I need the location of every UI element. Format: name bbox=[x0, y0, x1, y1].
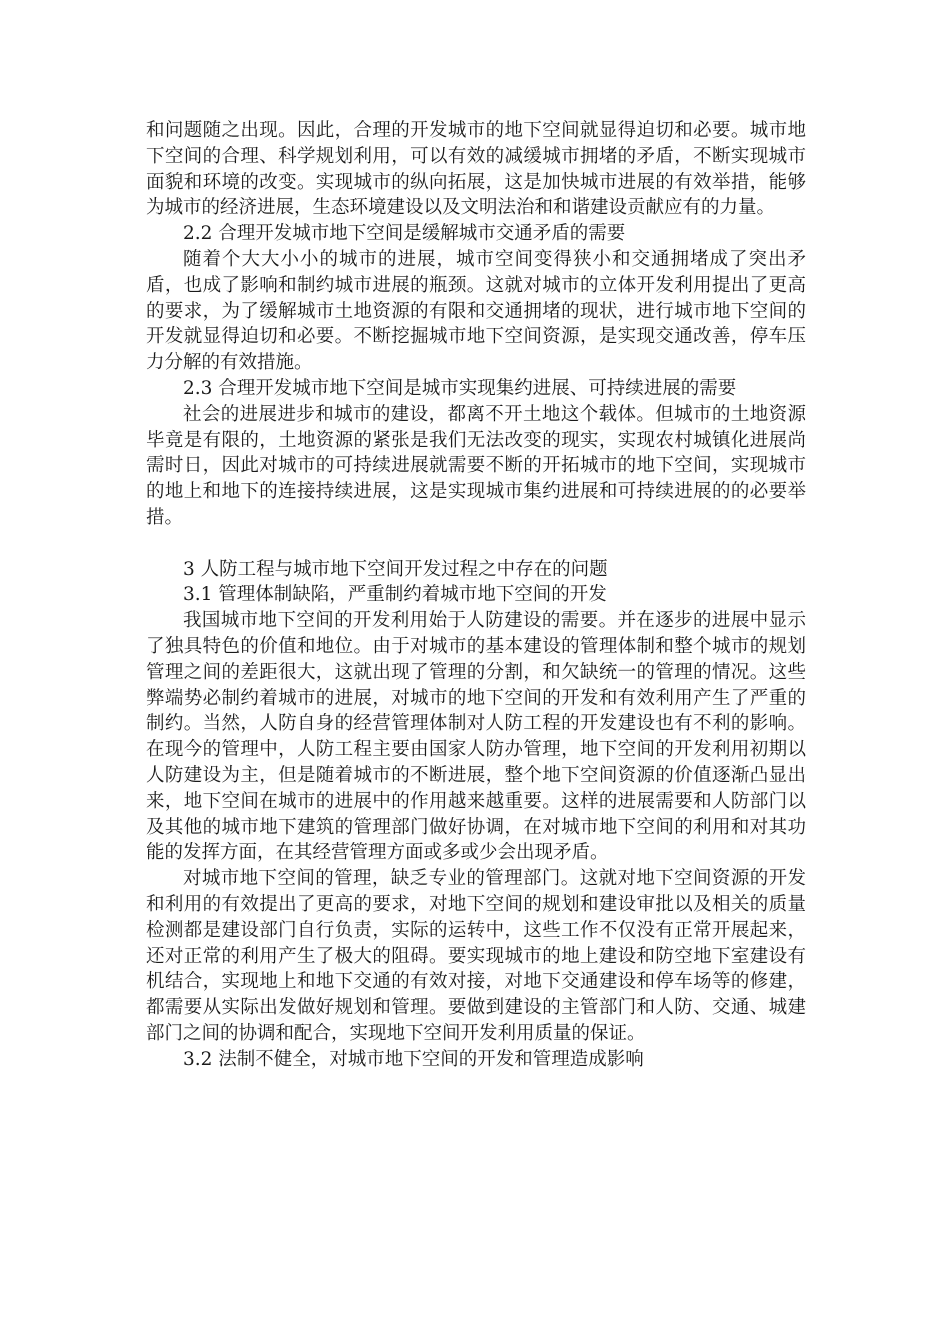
document-page bbox=[146, 118, 806, 1072]
paragraph-continued: 和问题随之出现。因此，合理的开发城市的地下空间就显得迫切和必要。城市地下空间的合理、科学规划利用，可以有效的减缓城市拥堵的矛盾，不断实现城市面貌和环境的改变。实现城市的纵向拓展，这是加快城市进展的有效举措，能够为城市的经济进展，生态环境建设以及文明法治和和谐建设贡献应有的力量。 bbox=[146, 120, 806, 219]
section-heading-3-2: 3.2 法制不健全，对城市地下空间的开发和管理造成影响 bbox=[183, 1048, 644, 1070]
chapter-heading-3: 3 人防工程与城市地下空间开发过程之中存在的问题 bbox=[183, 558, 608, 580]
paragraph-body: 对城市地下空间的管理，缺乏专业的管理部门。这就对地下空间资源的开发和利用的有效提出了更高的要求，对地下空间的规划和建设审批以及相关的质量检测都是建设部门自行负责，实际的运转中，这些工作不仅没有正常开展起来，还对正常的利用产生了极大的阻碍。要实现城市的地上建设和防空地下室建设有机结合，实现地上和地下交通的有效对接，对地下交通建设和停车场等的修建，都需要从实际出发做好规划和管理。要做到建设的主管部门和人防、交通、城建部门之间的协调和配合，实现地下空间开发利用质量的保证。 bbox=[146, 868, 806, 1044]
blank-line bbox=[146, 531, 806, 557]
section-heading-3-1: 3.1 管理体制缺陷，严重制约着城市地下空间的开发 bbox=[183, 584, 607, 606]
section-heading-2-2: 2.2 合理开发城市地下空间是缓解城市交通矛盾的需要 bbox=[183, 223, 626, 245]
section-heading-2-3: 2.3 合理开发城市地下空间是城市实现集约进展、可持续进展的需要 bbox=[183, 377, 737, 399]
paragraph-body: 随着个大大小小的城市的进展，城市空间变得狭小和交通拥堵成了突出矛盾，也成了影响和制约城市进展的瓶颈。这就对城市的立体开发利用提出了更高的要求，为了缓解城市土地资源的有限和交通拥堵的现状，进行城市地下空间的开发就显得迫切和必要。不断挖掘城市地下空间资源，是实现交通改善，停车压力分解的有效措施。 bbox=[146, 248, 806, 374]
paragraph-body: 社会的进展进步和城市的建设，都离不开土地这个载体。但城市的土地资源毕竟是有限的，土地资源的紧张是我们无法改变的现实，实现农村城镇化进展尚需时日，因此对城市的可持续进展就需要不断的开拓城市的地下空间，实现城市的地上和地下的连接持续进展，这是实现城市集约进展和可持续进展的的必要举措。 bbox=[146, 403, 806, 528]
paragraph-body: 我国城市地下空间的开发利用始于人防建设的需要。并在逐步的进展中显示了独具特色的价值和地位。由于对城市的基本建设的管理体制和整个城市的规划管理之间的差距很大，这就出现了管理的分割，和欠缺统一的管理的情况。这些弊端势必制约着城市的进展，对城市的地下空间的开发和有效利用产生了严重的制约。当然，人防自身的经营管理体制对人防工程的开发建设也有不利的影响。在现今的管理中，人防工程主要由国家人防办管理，地下空间的开发利用初期以人防建设为主，但是随着城市的不断进展，整个地下空间资源的价值逐渐凸显出来，地下空间在城市的进展中的作用越来越重要。这样的进展需要和人防部门以及其他的城市地下建筑的管理部门做好协调，在对城市地下空间的利用和对其功能的发挥方面，在其经营管理方面或多或少会出现矛盾。 bbox=[146, 610, 806, 864]
